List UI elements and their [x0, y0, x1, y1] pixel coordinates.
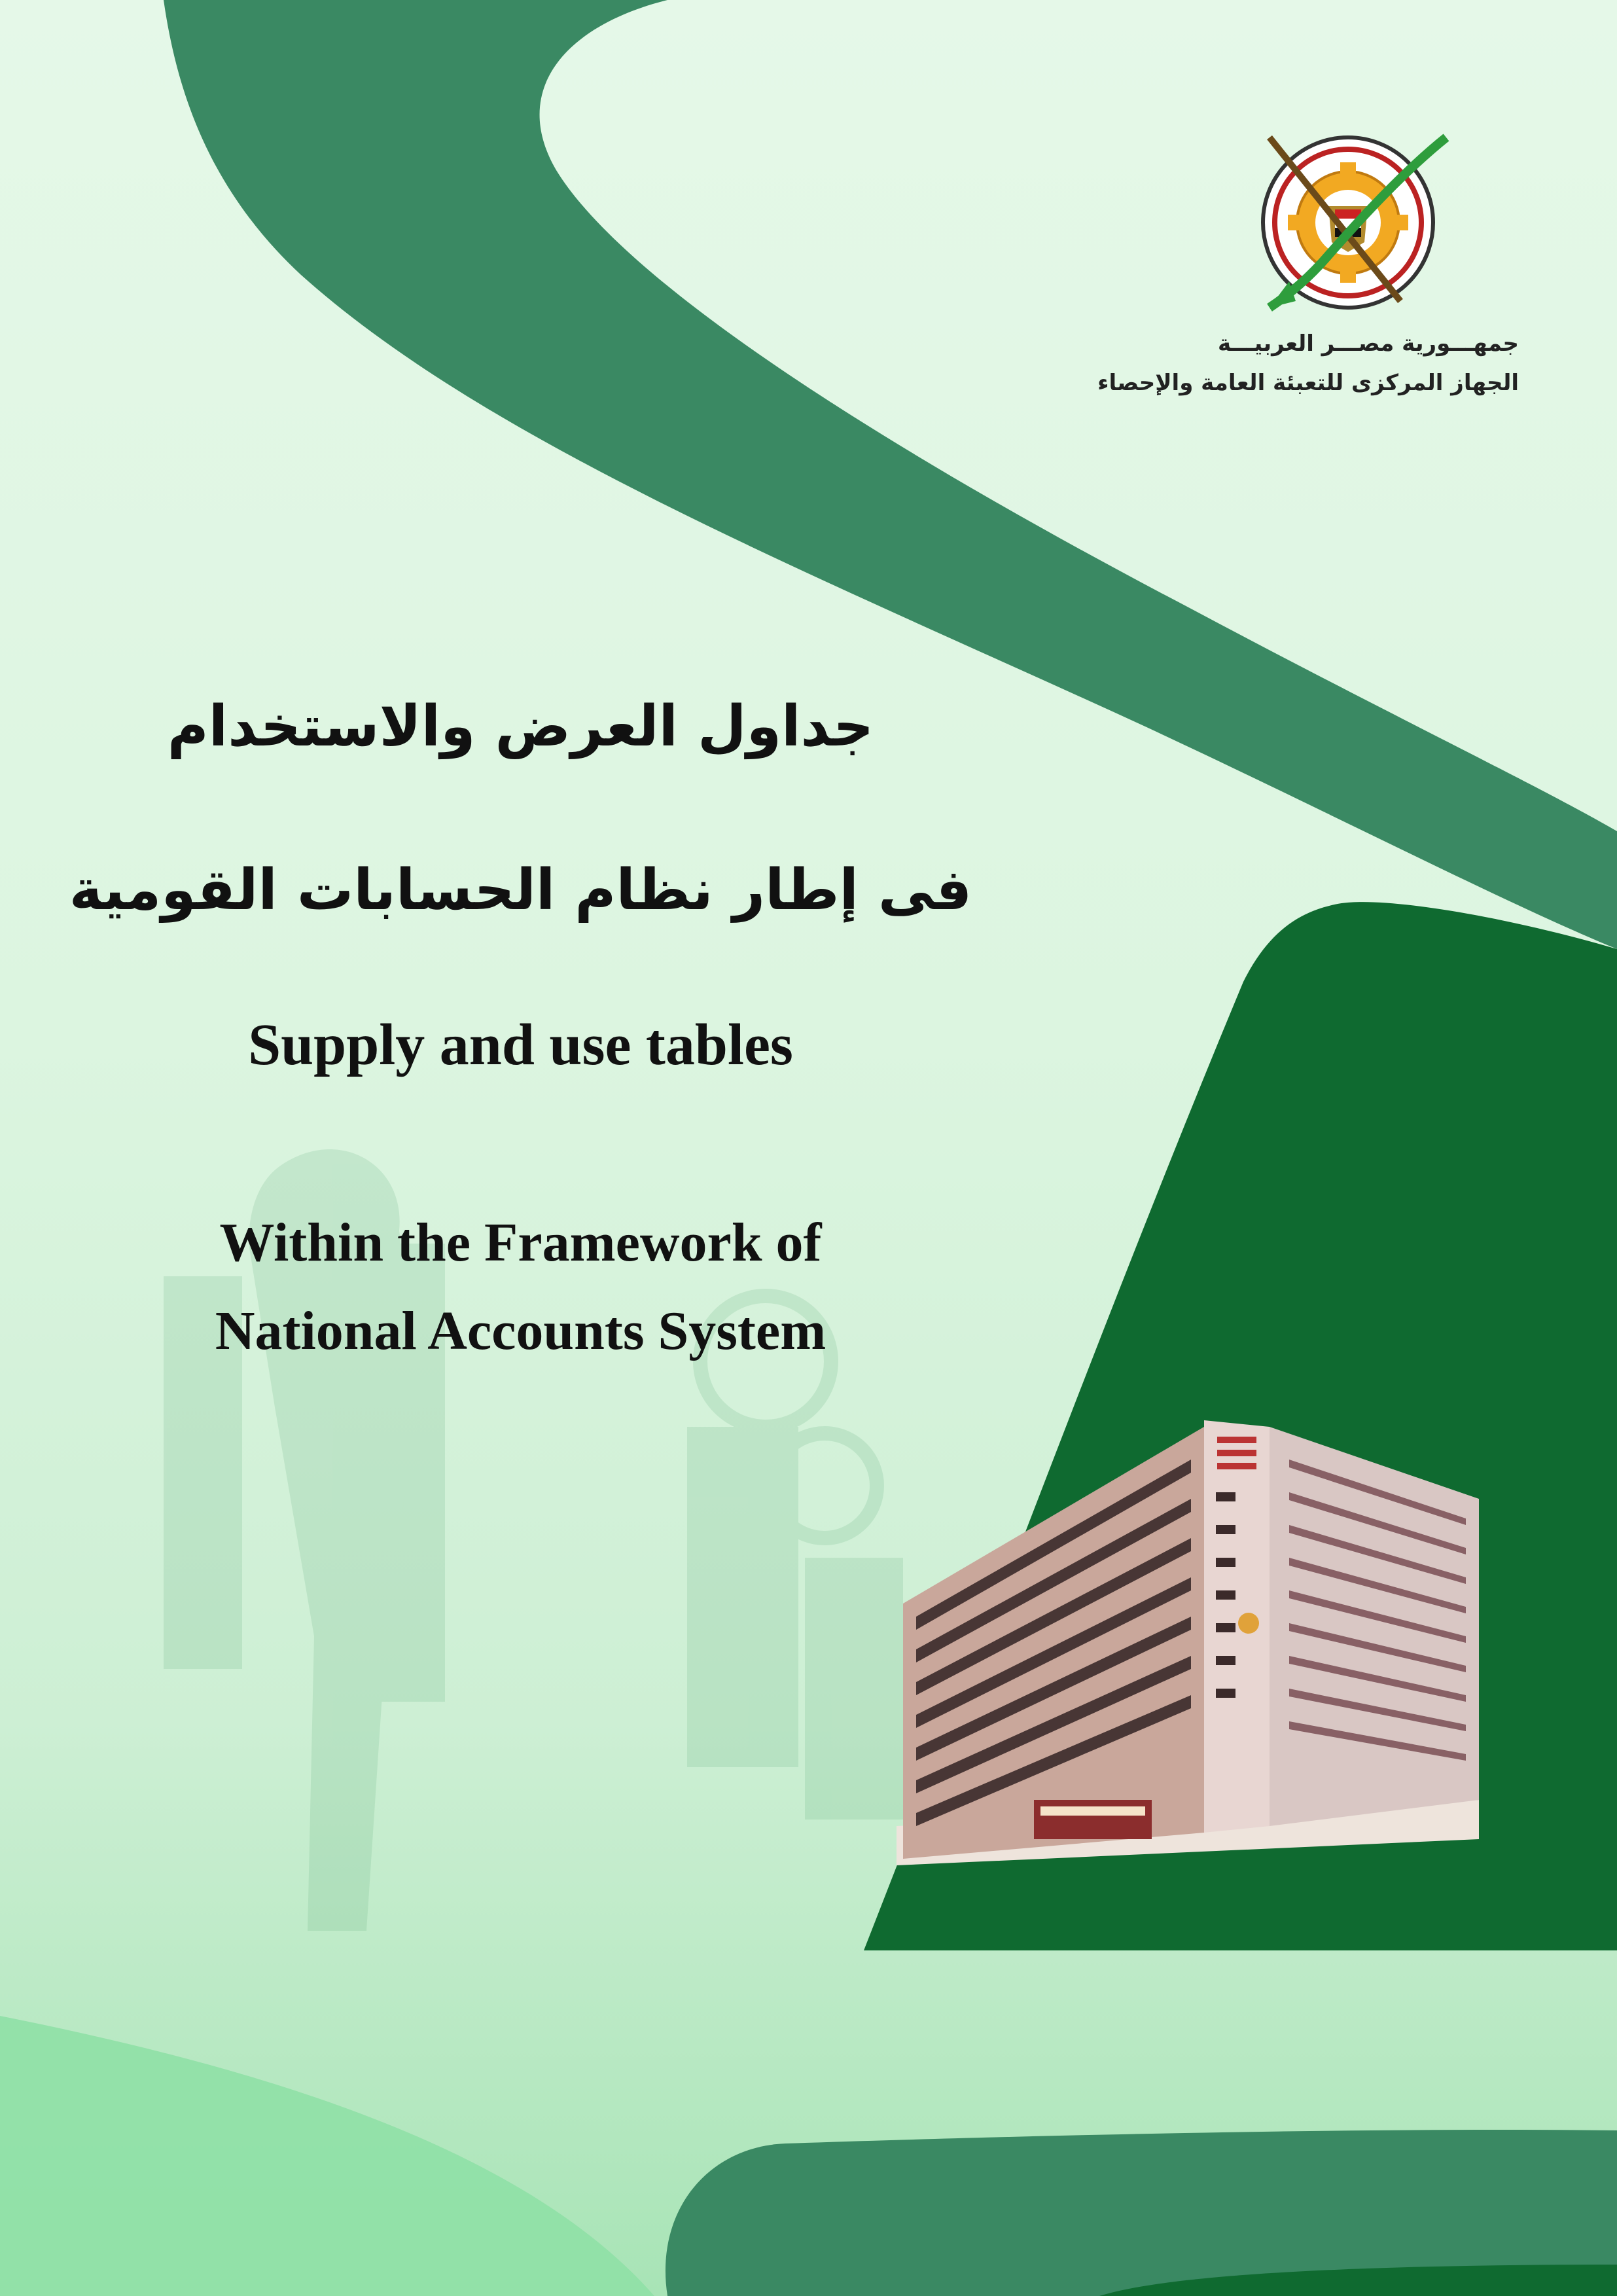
- english-subtitle-line1: Within the Framework of: [219, 1212, 822, 1273]
- english-title: Supply and use tables: [248, 1013, 793, 1077]
- org-country-name: جمهـــورية مصـــر العربيـــة: [1217, 331, 1519, 357]
- arabic-title-line2: فى إطار نظام الحسابات القومية: [69, 857, 972, 923]
- english-subtitle-line2: National Accounts System: [215, 1300, 826, 1361]
- capmas-building-illustration: [890, 1407, 1492, 1878]
- arabic-title-line1: جداول العرض والاستخدام: [167, 694, 874, 759]
- bottom-left-glow: [0, 2016, 654, 2296]
- capmas-emblem-icon: [1230, 124, 1466, 321]
- org-agency-name: الجهاز المركزى للتعبئة العامة والإحصاء: [1097, 370, 1519, 396]
